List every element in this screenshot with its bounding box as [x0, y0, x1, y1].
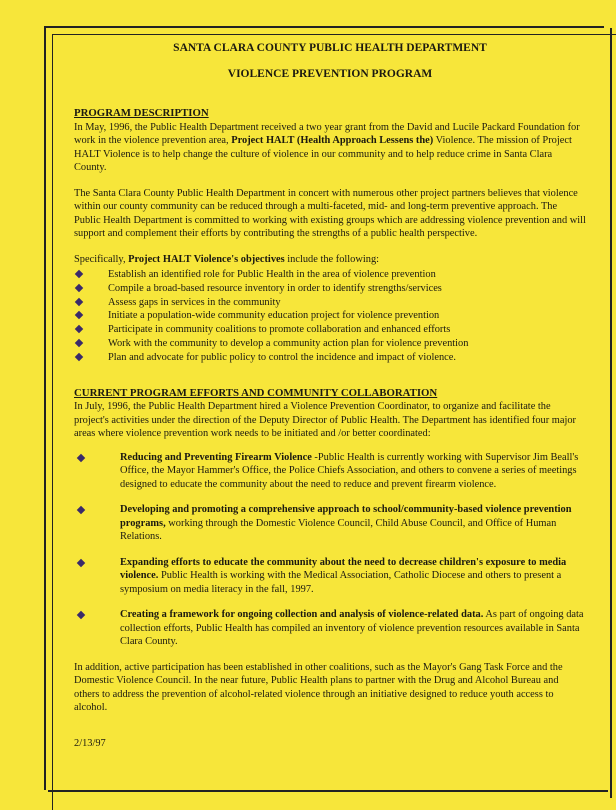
objective-text: Work with the community to develop a community action plan for violence prevention	[108, 337, 469, 349]
diamond-bullet-icon	[77, 611, 85, 619]
list-item	[74, 608, 586, 649]
description-p1-text-b: Violence. The mission of Project HALT Violence is to help change the culture of violence in our community and to help reduce crime in Santa Clara County.	[74, 135, 572, 173]
objectives-list	[74, 268, 586, 365]
diamond-bullet-icon	[75, 339, 83, 347]
objectives-intro-a: Specifically,	[74, 253, 129, 265]
program-description-heading: PROGRAM DESCRIPTION	[74, 107, 209, 119]
focus-area-text: Public Health is working with the Medical Association, Catholic Diocese and others to present a symposium on media literacy in the fall, 1997.	[120, 570, 562, 595]
description-p1-text-a: In May, 1996, the Public Health Department received a two year grant from the David and Lucile Packard Foundation for work in the violence prevention area,	[74, 121, 580, 146]
objectives-intro-bold: Project HALT Violence's objectives	[128, 253, 285, 265]
list-item	[74, 503, 586, 544]
objectives-intro	[74, 253, 586, 267]
list-item	[74, 337, 586, 351]
focus-area-text: -Public Health is currently working with Supervisor Jim Beall's Office, the Mayor Hammer's Office, the Police Chiefs Association, and others to convene a series of meetings designed to educate the community about the need to reduce and prevent firearm violence.	[120, 451, 579, 490]
focus-area-text: As part of ongoing data collection efforts, Public Health has compiled an inventory of violence prevention resources available in Santa Clara County.	[120, 609, 584, 648]
diamond-bullet-icon	[75, 325, 83, 333]
diamond-bullet-icon	[77, 453, 85, 461]
diamond-bullet-icon	[75, 270, 83, 278]
objective-text: Assess gaps in services in the community	[108, 296, 281, 308]
list-item	[74, 451, 586, 492]
program-title: VIOLENCE PREVENTION PROGRAM	[227, 67, 433, 80]
objectives-intro-b: include the following:	[284, 253, 380, 265]
objective-text: Compile a broad-based resource inventory in order to identify strengths/services	[108, 282, 442, 294]
objective-text: Establish an identified role for Public Health in the area of violence prevention	[108, 269, 436, 280]
description-paragraph-1	[74, 121, 586, 175]
diamond-bullet-icon	[75, 284, 83, 292]
closing-paragraph: In addition, active participation has been established in other coalitions, such as the Mayor's Gang Task Force and the Domestic Violence Council. In the near future, Public Health plans to partner with the Drug and Alcohol Bureau and others to address the prevention of alcohol-related violence through an initiative designed to reduce youth access to alcohol.	[74, 661, 563, 714]
diamond-bullet-icon	[77, 506, 85, 514]
list-item	[74, 268, 586, 282]
efforts-intro: In July, 1996, the Public Health Department hired a Violence Prevention Coordinator, to organize and facilitate the project's activities under the direction of the Deputy Director of Public Health. The Department has identified four major areas where violence prevention work needs to be initiated and /or better coordinated:	[74, 401, 577, 440]
project-halt-name: Project HALT (Health Approach Lessens the)	[231, 135, 434, 146]
current-efforts-heading: CURRENT PROGRAM EFFORTS AND COMMUNITY COLLABORATION	[74, 386, 438, 399]
focus-area-title: Developing and promoting a comprehensive approach to school/community-based violence prevention programs,	[120, 504, 572, 529]
list-item	[74, 323, 586, 337]
diamond-bullet-icon	[75, 353, 83, 361]
department-title: SANTA CLARA COUNTY PUBLIC HEALTH DEPARTMENT	[173, 42, 487, 54]
objective-text: Participate in community coalitions to promote collaboration and enhanced efforts	[108, 324, 451, 336]
focus-area-title: Reducing and Preventing Firearm Violence	[120, 451, 312, 463]
list-item	[74, 282, 586, 296]
focus-area-title: Creating a framework for ongoing collection and analysis of violence-related data.	[120, 609, 484, 621]
diamond-bullet-icon	[77, 558, 85, 566]
objective-text: Plan and advocate for public policy to control the incidence and impact of violence.	[108, 351, 456, 363]
list-item	[74, 556, 586, 597]
list-item	[74, 309, 586, 323]
focus-area-title: Expanding efforts to educate the community about the need to decrease children's exposure to media violence.	[120, 556, 567, 582]
list-item	[74, 296, 586, 310]
page-bottom-rule	[48, 790, 608, 792]
description-paragraph-2: The Santa Clara County Public Health Department in concert with numerous other project partners believes that violence within our county community can be reduced through a multi-faceted, mid- and long-term preventive approach. The Public Health Department is committed to working with existing groups which are addressing violence prevention and will support and complement their efforts by contributing the strengths of a public health perspective.	[74, 187, 586, 239]
diamond-bullet-icon	[75, 311, 83, 319]
focus-area-text: working through the Domestic Violence Council, Child Abuse Council, and Office of Human Relations.	[120, 517, 557, 543]
list-item	[74, 351, 586, 365]
objective-text: Initiate a population-wide community education project for violence prevention	[108, 310, 440, 322]
focus-areas-list	[74, 451, 586, 649]
diamond-bullet-icon	[75, 297, 83, 305]
document-body	[74, 36, 586, 750]
document-date: 2/13/97	[74, 737, 106, 749]
